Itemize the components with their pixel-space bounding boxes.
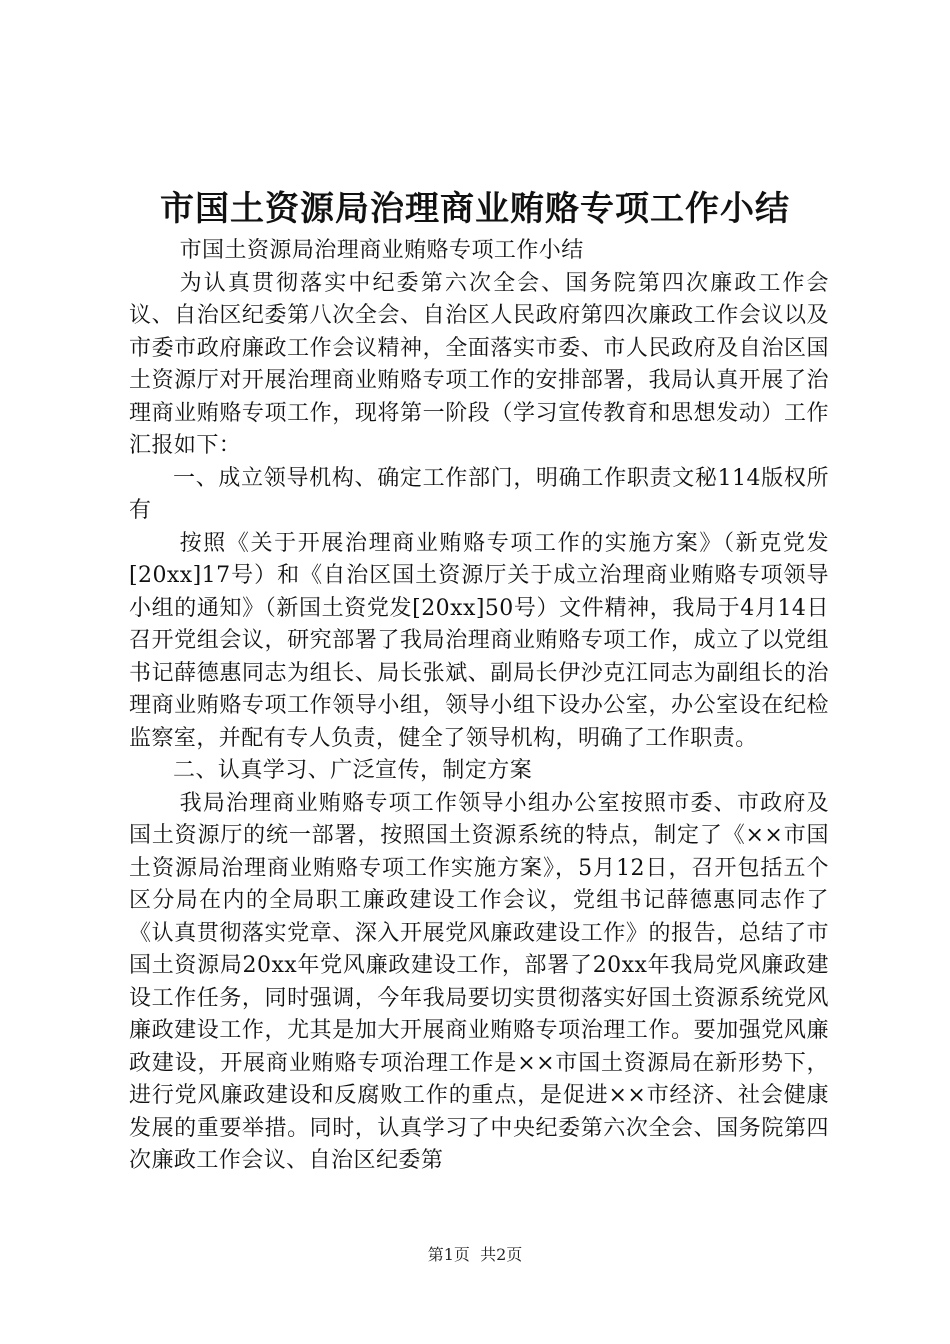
document-title: 市国土资源局治理商业贿赂专项工作小结 bbox=[160, 189, 790, 229]
section-heading-1: 一、成立领导机构、确定工作部门，明确工作职责文秘114版权所有 bbox=[129, 465, 829, 523]
section-heading-2: 二、认真学习、广泛宣传，制定方案 bbox=[173, 758, 533, 783]
page-number-current: 第1页 bbox=[427, 1245, 470, 1264]
body-paragraph-section-1: 按照《关于开展治理商业贿赂专项工作的实施方案》（新克党发[20xx]17号）和《自治区国土资源厅关于成立治理商业贿赂专项领导小组的通知》（新国土资党发[20xx]50号）文件精神，我局于4月14日召开党组会议，研究部署了我局治理商业贿赂专项工作，成立了以党组书记薛德惠同志为组长、局长张斌、副局长伊沙克江同志为副组长的治理商业贿赂专项工作领导小组，领导小组下设办公室，办公室设在纪检监察室，并配有专人负责，健全了领导机构，明确了工作职责。 bbox=[129, 530, 829, 751]
body-paragraph-subtitle: 市国土资源局治理商业贿赂专项工作小结 bbox=[179, 238, 584, 263]
document-body bbox=[129, 235, 829, 1178]
page-number-total: 共2页 bbox=[480, 1245, 523, 1264]
body-paragraph-section-2: 我局治理商业贿赂专项工作领导小组办公室按照市委、市政府及国土资源厅的统一部署，按照国土资源系统的特点，制定了《××市国土资源局治理商业贿赂专项工作实施方案》，5月12日，召开包括五个区分局在内的全局职工廉政建设工作会议，党组书记薛德惠同志作了《认真贯彻落实党章、深入开展党风廉政建设工作》的报告，总结了市国土资源局20xx年党风廉政建设工作，部署了20xx年我局党风廉政建设工作任务，同时强调，今年我局要切实贯彻落实好国土资源系统党风廉政建设工作，尤其是加大开展商业贿赂专项治理工作。要加强党风廉政建设，开展商业贿赂专项治理工作是××市国土资源局在新形势下，进行党风廉政建设和反腐败工作的重点，是促进××市经济、社会健康发展的重要举措。同时，认真学习了中央纪委第六次全会、国务院第四次廉政工作会议、自治区纪委第 bbox=[129, 790, 829, 1173]
body-paragraph-intro: 为认真贯彻落实中纪委第六次全会、国务院第四次廉政工作会议、自治区纪委第八次全会、自治区人民政府第四次廉政工作会议以及市委市政府廉政工作会议精神，全面落实市委、市人民政府及自治区国土资源厅对开展治理商业贿赂专项工作的安排部署，我局认真开展了治理商业贿赂专项工作，现将第一阶段（学习宣传教育和思想发动）工作汇报如下： bbox=[129, 270, 829, 458]
page-footer bbox=[0, 1243, 950, 1267]
